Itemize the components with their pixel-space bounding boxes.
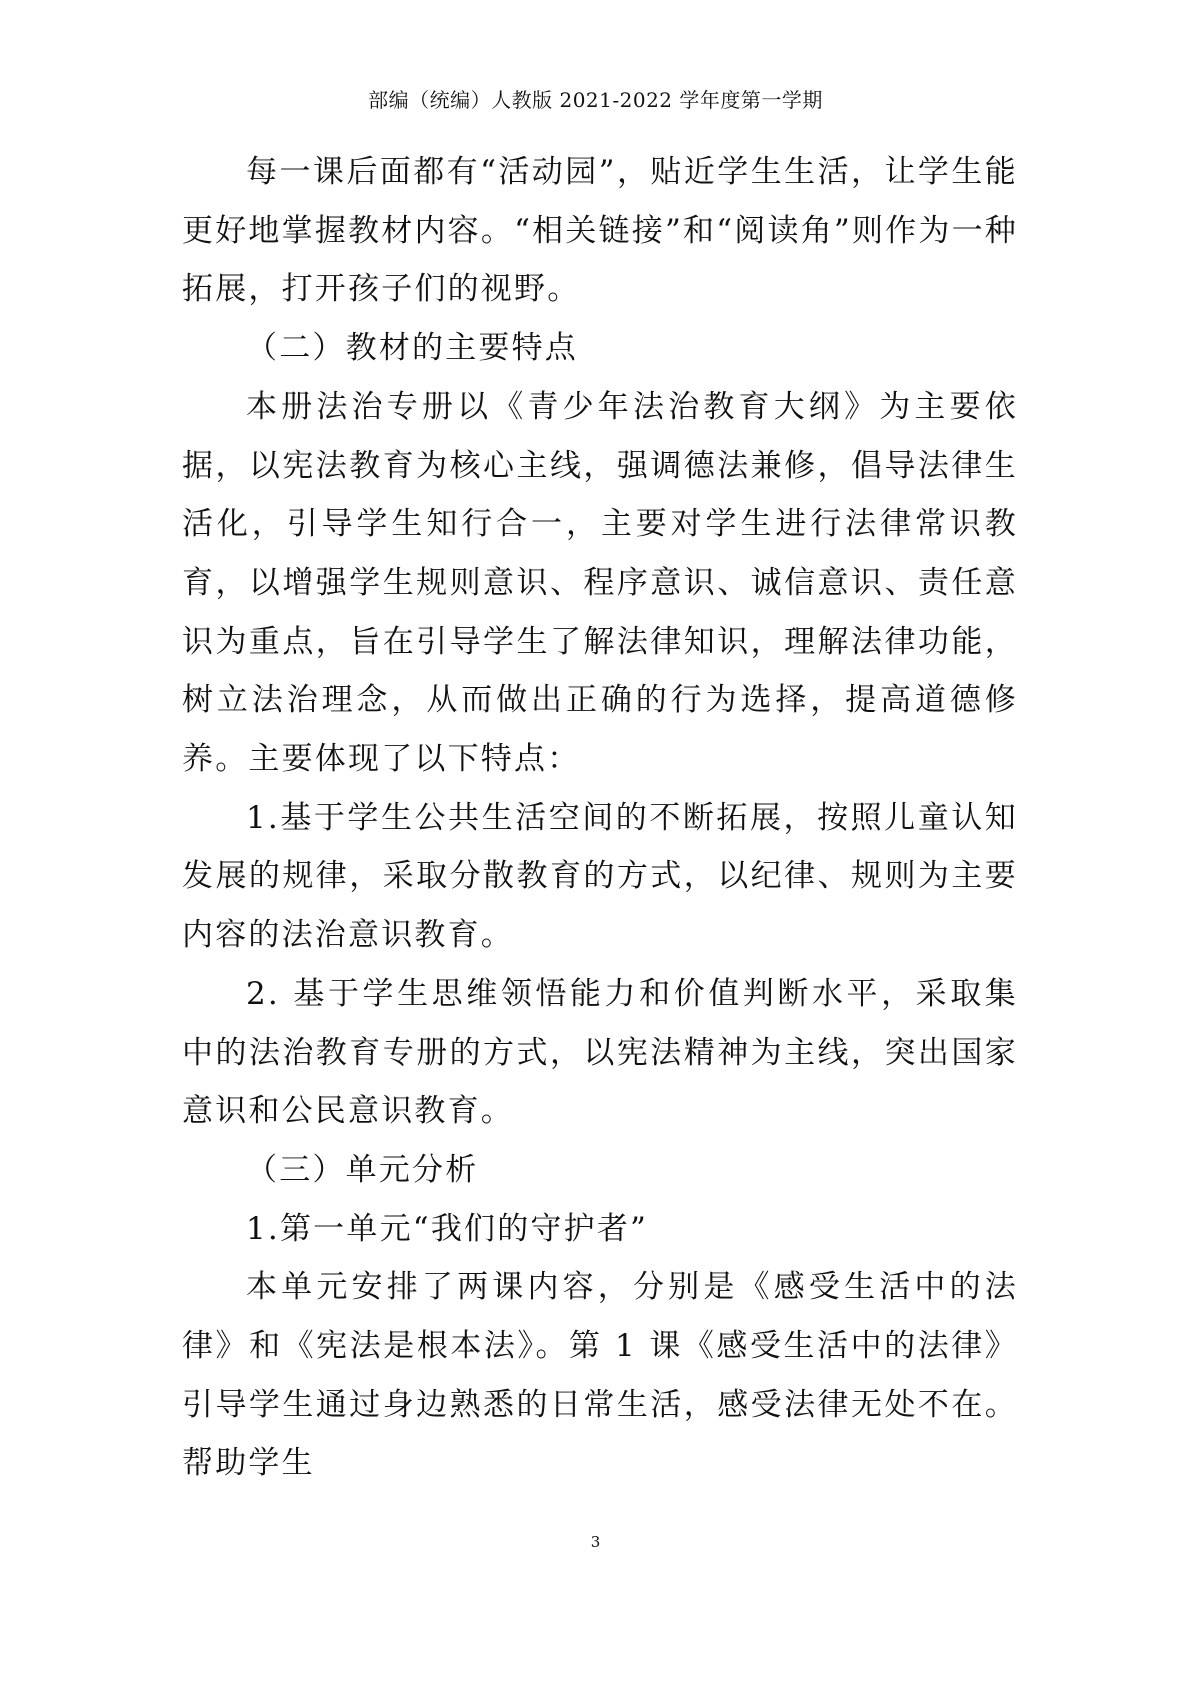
section-heading-unit-analysis: （三）单元分析 — [246, 1151, 479, 1188]
paragraph-activity-section: 每一课后面都有“活动园”，贴近学生生活，让学生能更好地掌握教材内容。“相关链接”和“阅读角”则作为一种拓展，打开孩子们的视野。 — [182, 154, 1018, 308]
document-body — [182, 143, 1018, 1493]
page-number: 3 — [590, 1533, 601, 1551]
subheading-unit-1: 1.第一单元“我们的守护者” — [246, 1210, 649, 1247]
section-heading-features: （二）教材的主要特点 — [246, 330, 578, 367]
paragraph-features-intro: 本册法治专册以《青少年法治教育大纲》为主要依据，以宪法教育为核心主线，强调德法兼修，倡导法律生活化，引导学生知行合一，主要对学生进行法律常识教育，以增强学生规则意识、程序意识、诚信意识、责任意识为重点，旨在引导学生了解法律知识，理解法律功能，树立法治理念，从而做出正确的行为选择，提高道德修养。主要体现了以下特点： — [182, 388, 1018, 778]
paragraph-feature-1: 1.基于学生公共生活空间的不断拓展，按照儿童认知发展的规律，采取分散教育的方式，以纪律、规则为主要内容的法治意识教育。 — [182, 799, 1018, 954]
page-header: 部编（统编）人教版 2021-2022 学年度第一学期 — [368, 88, 823, 112]
paragraph-feature-2: 2. 基于学生思维领悟能力和价值判断水平，采取集中的法治教育专册的方式，以宪法精神为主线，突出国家意识和公民意识教育。 — [182, 975, 1018, 1130]
paragraph-unit-1-description: 本单元安排了两课内容，分别是《感受生活中的法律》和《宪法是根本法》。第 1 课《感受生活中的法律》引导学生通过身边熟悉的日常生活，感受法律无处不在。帮助学生 — [182, 1269, 1018, 1482]
